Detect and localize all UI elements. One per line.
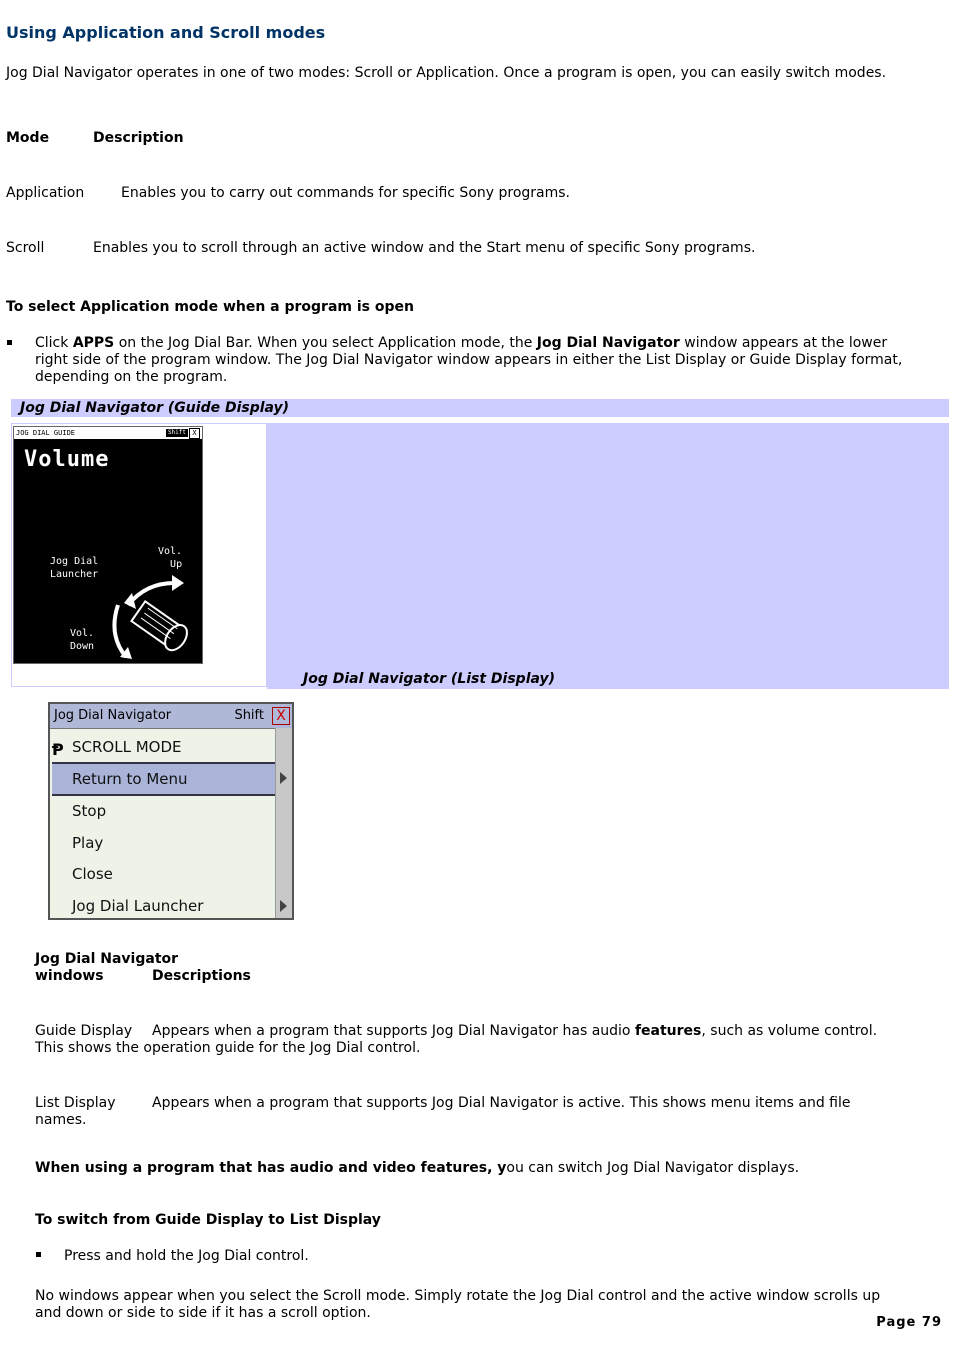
descriptions-header: Descriptions [152,968,251,984]
mode-application-desc: Enables you to carry out commands for specific Sony programs. [121,185,570,201]
guide-volup-label: Vol. Up [158,546,183,570]
guide-display-desc-line2: This shows the operation guide for the Jog Dial control. [35,1040,421,1056]
mode-header: Mode [6,130,50,146]
scroll-note: No windows appear when you select the Scroll mode. Simply rotate the Jog Dial control and the active window scrolls up and down or side to side if it has a scroll option. [35,1288,881,1321]
guide-launcher-label: Jog Dial Launcher [50,556,99,580]
list-title: Jog Dial Navigator [54,708,172,723]
list-scrollbar [275,728,292,918]
submenu-arrow-icon [280,900,287,912]
list-item: Return to Menu [72,770,188,788]
apps-keyword: APPS [72,335,115,351]
step-apps [35,335,915,386]
bullet-icon [36,1252,41,1257]
list-titlebar [50,704,292,729]
list-item: Stop [72,802,107,820]
intro-paragraph: Jog Dial Navigator operates in one of two modes: Scroll or Application. Once a program is open, you can easily switch modes. [6,65,887,81]
list-caption: Jog Dial Navigator (List Display) [303,671,556,687]
switch-heading: To switch from Guide Display to List Display [35,1212,381,1228]
navigator-keyword: Jog Dial Navigator [536,335,680,351]
guide-titlebar: JOG DIAL GUIDE [14,427,202,439]
guide-volume-label: Volume [24,447,110,472]
switch-step: Press and hold the Jog Dial control. [64,1248,309,1264]
step-text: window appears at the lower right side of the program window. The Jog Dial Navigator window appears in either the List Display or Guide Display format, depending on the program. [35,335,903,385]
description-header: Description [93,130,184,146]
list-shift-label: Shift [234,708,264,723]
jog-dial-icon [106,565,202,661]
close-icon: X [272,707,290,725]
desc-text: Appears when a program that supports Jog Dial Navigator has audio [152,1023,635,1039]
page-number: Page 79 [876,1315,942,1330]
mode-scroll-label: Scroll [6,240,45,256]
guide-caption: Jog Dial Navigator (Guide Display) [20,400,290,416]
audio-video-note [35,1160,799,1177]
guide-display-desc [152,1023,877,1040]
submenu-arrow-icon [280,772,287,784]
guide-caption-band [11,399,949,417]
list-item: Play [72,834,104,852]
list-display-image [48,702,294,920]
guide-shift-label: Shift [167,429,186,436]
list-item: Jog Dial Launcher [72,897,204,915]
list-display-desc-line2: names. [35,1112,87,1128]
windows-header: Jog Dial Navigator windows [35,951,179,984]
bullet-icon [7,340,12,345]
list-item: SCROLL MODE [72,738,182,756]
page-title: Using Application and Scroll modes [6,23,326,42]
step-text: Click [35,335,73,351]
audio-video-rest: ou can switch Jog Dial Navigator displays. [506,1160,800,1176]
close-icon: X [189,428,200,439]
list-item: Close [72,865,113,883]
mode-scroll-desc: Enables you to scroll through an active window and the Start menu of specific Sony programs. [93,240,756,256]
pointer-icon: Ᵽ [52,740,64,759]
desc-text: , such as volume control. [701,1023,878,1039]
guide-display-label: Guide Display [35,1023,133,1039]
guide-voldown-label: Vol. Down [70,628,95,652]
list-display-label: List Display [35,1095,116,1111]
list-caption-cell [267,423,949,689]
step-text: on the Jog Dial Bar. When you select Application mode, the [114,335,537,351]
app-mode-heading: To select Application mode when a program is open [6,299,414,315]
audio-video-bold: When using a program that has audio and video features, y [35,1160,507,1176]
mode-application-label: Application [6,185,85,201]
features-keyword: features [634,1023,702,1039]
list-display-desc: Appears when a program that supports Jog Dial Navigator is active. This shows menu items and file [152,1095,851,1111]
guide-display-image [13,426,203,664]
